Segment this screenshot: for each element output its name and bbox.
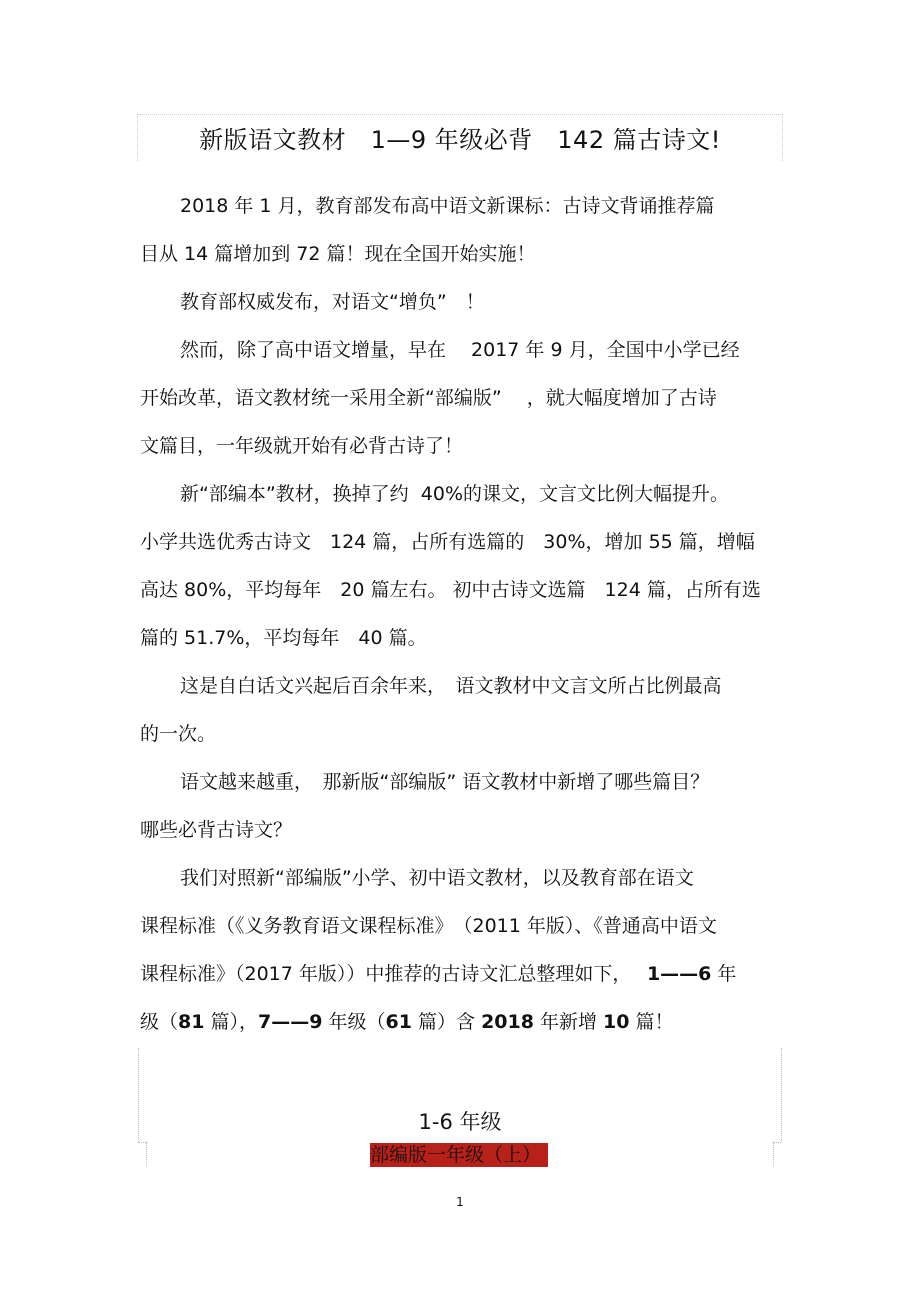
text-run: 教育部权威发布，对语文“增负” ！	[180, 291, 485, 313]
text-run: 篇）含	[411, 1011, 482, 1033]
text-run: 然而，除了高中语文增量，早在 2017 年 9 月，全国中小学已经	[180, 339, 740, 361]
bold-text: 2018	[481, 1011, 534, 1033]
text-line	[140, 474, 780, 522]
text-line	[140, 666, 780, 714]
text-line	[140, 762, 780, 810]
text-line	[140, 282, 780, 330]
text-line	[140, 330, 780, 378]
text-line	[140, 570, 780, 618]
text-line	[140, 810, 780, 858]
text-run: 语文越来越重， 那新版“部编版” 语文教材中新增了哪些篇目？	[180, 771, 710, 793]
document-body	[140, 186, 780, 1050]
text-line	[140, 522, 780, 570]
frame-corner	[773, 1142, 781, 1143]
text-run: 这是自白话文兴起后百余年来， 语文教材中文言文所占比例最高	[180, 675, 722, 697]
text-line	[140, 378, 780, 426]
bold-text: 7——9	[258, 1011, 323, 1033]
paragraph	[140, 666, 780, 762]
grade-badge: 部编版一年级（上）	[370, 1143, 548, 1167]
paragraph	[140, 762, 780, 858]
paragraph	[140, 474, 780, 666]
text-run: 篇），	[204, 1011, 259, 1033]
text-run: 小学共选优秀古诗文 124 篇，占所有选篇的 30%，增加 55 篇，增幅	[140, 531, 755, 553]
text-run: 新“部编本”教材，换掉了约 40%的课文，文言文比例大幅提升。	[180, 483, 729, 505]
text-run: 文篇目，一年级就开始有必背古诗了！	[140, 435, 464, 457]
text-line	[140, 618, 780, 666]
text-run: 我们对照新“部编版”小学、初中语文教材，以及教育部在语文	[180, 867, 694, 889]
paragraph	[140, 858, 780, 1050]
text-line	[140, 1002, 780, 1050]
page-number: 1	[456, 1195, 464, 1209]
text-line	[140, 714, 780, 762]
text-run: 篇的 51.7%，平均每年 40 篇。	[140, 627, 427, 649]
text-line	[140, 954, 780, 1002]
paragraph	[140, 186, 780, 282]
frame-corner	[773, 1142, 774, 1166]
text-line	[140, 426, 780, 474]
bold-text: 81	[178, 1011, 205, 1033]
text-run: 级（	[140, 1011, 179, 1033]
text-line	[140, 906, 780, 954]
text-run: 课程标准》（2017 年版））中推荐的古诗文汇总整理如下，	[140, 963, 647, 985]
text-run: 年级（	[322, 1011, 386, 1033]
text-line	[140, 858, 780, 906]
text-run: 课程标准（《义务教育语文课程标准》 （2011 年版）、《普通高中语文	[140, 915, 717, 937]
text-run: 开始改革，语文教材统一采用全新“部编版” ，就大幅度增加了古诗	[140, 387, 717, 409]
paragraph	[140, 330, 780, 474]
text-line	[140, 186, 780, 234]
text-run: 年新增	[533, 1011, 604, 1033]
text-run: 目从 14 篇增加到 72 篇！现在全国开始实施！	[140, 243, 536, 265]
bold-text: 1——6	[646, 963, 712, 985]
bold-text: 61	[385, 1011, 412, 1033]
text-run: 高达 80%，平均每年 20 篇左右。 初中古诗文选篇 124 篇，占所有选	[140, 579, 761, 601]
text-run: 的一次。	[140, 723, 217, 745]
text-run: 年	[711, 963, 737, 985]
frame-corner	[146, 1142, 147, 1166]
text-run: 篇！	[629, 1011, 674, 1033]
document-title: 新版语文教材 1—9 年级必背 142 篇古诗文!	[199, 126, 721, 154]
text-line	[140, 234, 780, 282]
section-heading: 1-6 年级	[418, 1110, 502, 1134]
text-run: 哪些必背古诗文？	[140, 819, 293, 841]
text-run: 2018 年 1 月，教育部发布高中语文新课标：古诗文背诵推荐篇	[180, 195, 715, 217]
paragraph	[140, 282, 780, 330]
frame-corner	[138, 1142, 146, 1143]
bold-text: 10	[603, 1011, 630, 1033]
